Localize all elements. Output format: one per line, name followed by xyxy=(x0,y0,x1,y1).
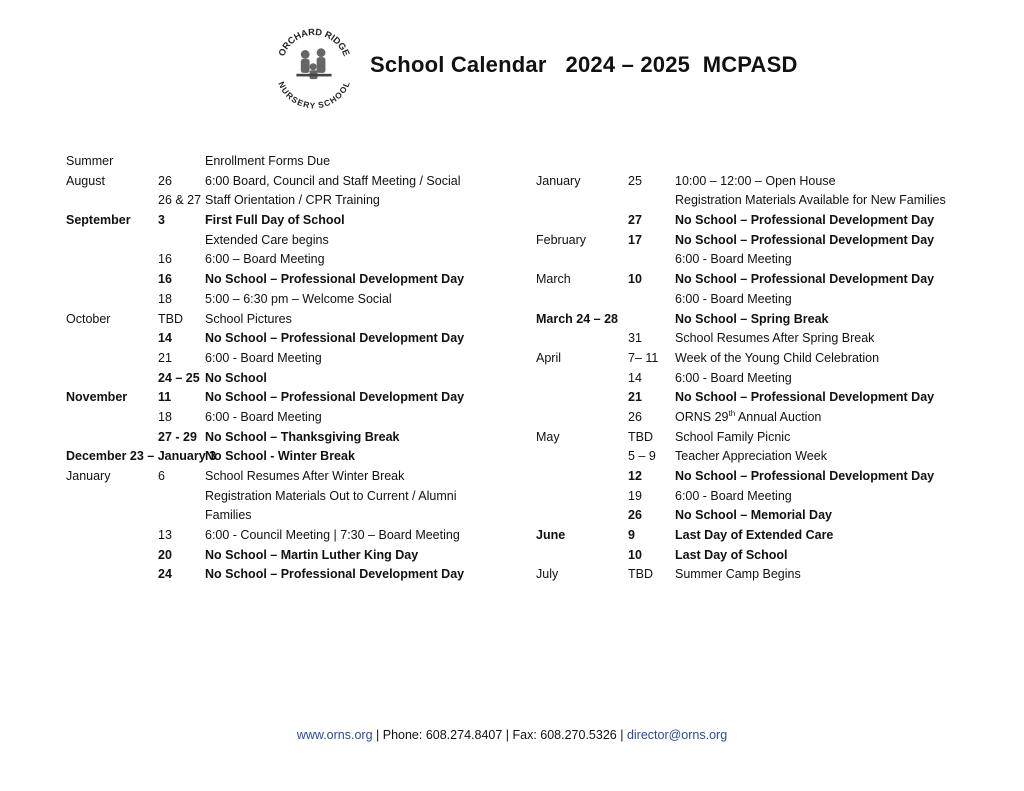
calendar-date: TBD xyxy=(628,429,653,444)
calendar-event: No School – Professional Development Day xyxy=(675,390,935,405)
calendar-row xyxy=(66,349,506,369)
calendar-month: October xyxy=(66,311,111,326)
calendar-event-ordinal: th xyxy=(728,408,736,418)
contact-phone-fax: | Phone: 608.274.8407 | Fax: 608.270.5326 | xyxy=(372,728,627,742)
calendar-row xyxy=(536,388,956,408)
calendar-row xyxy=(536,191,956,211)
calendar-row xyxy=(536,172,956,192)
calendar-event: Enrollment Forms Due xyxy=(205,154,331,168)
calendar-date: 6 xyxy=(158,469,165,483)
calendar-date: 3 xyxy=(158,213,165,228)
calendar-event: Summer Camp Begins xyxy=(675,567,801,582)
calendar-row xyxy=(66,250,506,270)
calendar-date: 18 xyxy=(158,291,172,306)
calendar-month: Summer xyxy=(66,154,114,168)
calendar-month: April xyxy=(536,350,562,365)
calendar-month: March xyxy=(536,272,571,287)
calendar-date: 17 xyxy=(628,232,642,247)
calendar-row xyxy=(66,211,506,231)
calendar-row xyxy=(536,231,956,251)
calendar-row xyxy=(536,408,956,428)
calendar-event: No School – Martin Luther King Day xyxy=(205,547,419,562)
calendar-month: November xyxy=(66,390,128,405)
calendar-event: No School – Professional Development Day xyxy=(675,272,935,287)
calendar-event: No School – Professional Development Day xyxy=(675,213,935,228)
calendar-row xyxy=(66,231,506,251)
calendar-row xyxy=(66,270,506,290)
calendar-date: 5 – 9 xyxy=(628,449,656,464)
calendar-event: 6:00 - Council Meeting | 7:30 – Board Meeting xyxy=(205,528,460,543)
calendar-event: 6:00 - Board Meeting xyxy=(205,409,322,424)
calendar-date: TBD xyxy=(158,311,183,326)
calendar-row xyxy=(66,546,506,566)
calendar-month: June xyxy=(536,528,566,543)
calendar-event: School Family Picnic xyxy=(675,429,791,444)
calendar-date: 26 xyxy=(158,173,172,188)
calendar-event: 6:00 – Board Meeting xyxy=(205,252,325,267)
calendar-event: 6:00 - Board Meeting xyxy=(675,370,792,385)
calendar-row xyxy=(536,329,956,349)
svg-text:ORCHARD RIDGE: ORCHARD RIDGE xyxy=(276,26,352,58)
calendar-event: No School – Spring Break xyxy=(675,311,829,326)
calendar-row xyxy=(536,467,956,487)
calendar-month: January xyxy=(66,469,111,483)
calendar-row xyxy=(536,270,956,290)
calendar-month: February xyxy=(536,232,587,247)
calendar-month: July xyxy=(536,567,559,582)
calendar-event: Registration Materials Available for New Families xyxy=(675,193,946,208)
calendar-date: 16 xyxy=(158,252,172,267)
calendar-date: 21 xyxy=(158,350,172,365)
calendar-row xyxy=(66,565,506,585)
calendar-event: No School – Professional Development Day xyxy=(675,469,935,483)
calendar-date: 24 – 25 xyxy=(158,370,200,385)
calendar-event: 10:00 – 12:00 – Open House xyxy=(675,173,836,188)
calendar-event: No School – Thanksgiving Break xyxy=(205,429,400,444)
calendar-left-column xyxy=(66,152,506,585)
calendar-row xyxy=(66,428,506,448)
calendar-date: 16 xyxy=(158,272,172,287)
calendar-row xyxy=(66,369,506,389)
calendar-row xyxy=(536,565,956,585)
calendar-date: 27 xyxy=(628,213,642,228)
calendar-event: Week of the Young Child Celebration xyxy=(675,350,880,365)
calendar-row xyxy=(66,408,506,428)
calendar-month: January xyxy=(536,173,581,188)
calendar-event: Last Day of Extended Care xyxy=(675,528,834,543)
calendar-date: 12 xyxy=(628,469,642,483)
calendar-date: 26 xyxy=(628,508,642,523)
calendar-event: No School – Professional Development Day xyxy=(675,232,935,247)
calendar-row xyxy=(536,349,956,369)
calendar-row xyxy=(66,526,506,546)
calendar-event: Teacher Appreciation Week xyxy=(675,449,827,464)
calendar-month: May xyxy=(536,429,560,444)
calendar-month: August xyxy=(66,173,105,188)
calendar-event: No School – Professional Development Day xyxy=(205,272,465,287)
calendar-date: 26 xyxy=(628,409,642,424)
calendar-row xyxy=(536,546,956,566)
calendar-event-text: ORNS 29 xyxy=(675,409,729,424)
calendar-date: 18 xyxy=(158,409,172,424)
calendar-event: School Resumes After Winter Break xyxy=(205,469,405,483)
calendar-row xyxy=(536,487,956,507)
calendar-date: 9 xyxy=(628,528,635,543)
calendar-right-column xyxy=(536,152,956,585)
calendar-date: 20 xyxy=(158,547,172,562)
calendar-date: 26 & 27 xyxy=(158,193,202,208)
calendar-event: No School – Memorial Day xyxy=(675,508,832,523)
calendar-date: 31 xyxy=(628,331,642,346)
calendar-row xyxy=(536,250,956,270)
calendar-date: 24 xyxy=(158,567,172,582)
calendar-event: Last Day of School xyxy=(675,547,788,562)
calendar-row xyxy=(66,447,506,467)
calendar-row xyxy=(66,152,506,172)
website-link[interactable]: www.orns.org xyxy=(296,728,373,742)
calendar-row xyxy=(66,388,506,408)
calendar-event: Extended Care begins xyxy=(205,232,329,247)
page-header xyxy=(270,20,798,110)
calendar-event: First Full Day of School xyxy=(205,213,345,228)
calendar-date: TBD xyxy=(628,567,653,582)
calendar-date: 21 xyxy=(628,390,642,405)
calendar-event: Registration Materials Out to Current / Alumni xyxy=(205,488,457,503)
calendar-row xyxy=(536,152,956,172)
email-link[interactable]: director@orns.org xyxy=(626,728,728,742)
calendar-row xyxy=(66,290,506,310)
school-logo xyxy=(270,21,358,109)
calendar-row xyxy=(536,290,956,310)
calendar-event: No School xyxy=(205,370,267,385)
calendar-row xyxy=(66,506,506,526)
calendar-event xyxy=(675,408,821,428)
calendar-event: School Pictures xyxy=(205,311,292,326)
calendar-row xyxy=(536,211,956,231)
calendar-row xyxy=(66,191,506,211)
calendar-row xyxy=(536,428,956,448)
calendar-event: No School – Professional Development Day xyxy=(205,390,465,405)
calendar-event-text-end: Annual Auction xyxy=(735,409,822,424)
calendar-month: March 24 – 28 xyxy=(536,311,618,326)
calendar-row xyxy=(536,310,956,330)
calendar-row xyxy=(536,369,956,389)
calendar-event: School Resumes After Spring Break xyxy=(675,331,875,346)
calendar-row xyxy=(536,526,956,546)
calendar-row xyxy=(66,467,506,487)
calendar-event: No School – Professional Development Day xyxy=(205,567,465,582)
calendar-event: No School - Winter Break xyxy=(205,449,355,464)
calendar-date: 25 xyxy=(628,173,642,188)
calendar-month: September xyxy=(66,213,131,228)
calendar-date: 14 xyxy=(158,331,172,346)
calendar-row xyxy=(536,447,956,467)
calendar-event: 6:00 - Board Meeting xyxy=(675,291,792,306)
svg-text:NURSERY SCHOOL: NURSERY SCHOOL xyxy=(276,79,352,109)
calendar-event: Staff Orientation / CPR Training xyxy=(205,193,380,208)
contact-footer xyxy=(0,728,1024,742)
calendar-event: 6:00 - Board Meeting xyxy=(205,350,322,365)
calendar-date: 11 xyxy=(158,390,172,405)
calendar-month: December 23 – January 3 xyxy=(66,449,217,464)
calendar-event: No School – Professional Development Day xyxy=(205,331,465,346)
calendar-date: 10 xyxy=(628,547,642,562)
calendar-event: Families xyxy=(205,508,252,523)
calendar-date: 10 xyxy=(628,272,642,287)
calendar-row xyxy=(66,487,506,507)
calendar-event: 6:00 - Board Meeting xyxy=(675,488,792,503)
calendar-row xyxy=(66,172,506,192)
calendar-event: 6:00 - Board Meeting xyxy=(675,252,792,267)
calendar-row xyxy=(66,310,506,330)
calendar-row xyxy=(66,329,506,349)
calendar-date: 27 - 29 xyxy=(158,429,197,444)
calendar-date: 19 xyxy=(628,488,642,503)
calendar-date: 7– 11 xyxy=(628,350,659,365)
calendar-date: 13 xyxy=(158,528,172,543)
calendar-date: 14 xyxy=(628,370,642,385)
calendar-event: 6:00 Board, Council and Staff Meeting / Social xyxy=(205,173,461,188)
calendar-row xyxy=(536,506,956,526)
calendar-event: 5:00 – 6:30 pm – Welcome Social xyxy=(205,291,392,306)
page-title: School Calendar 2024 – 2025 MCPASD xyxy=(370,52,798,77)
